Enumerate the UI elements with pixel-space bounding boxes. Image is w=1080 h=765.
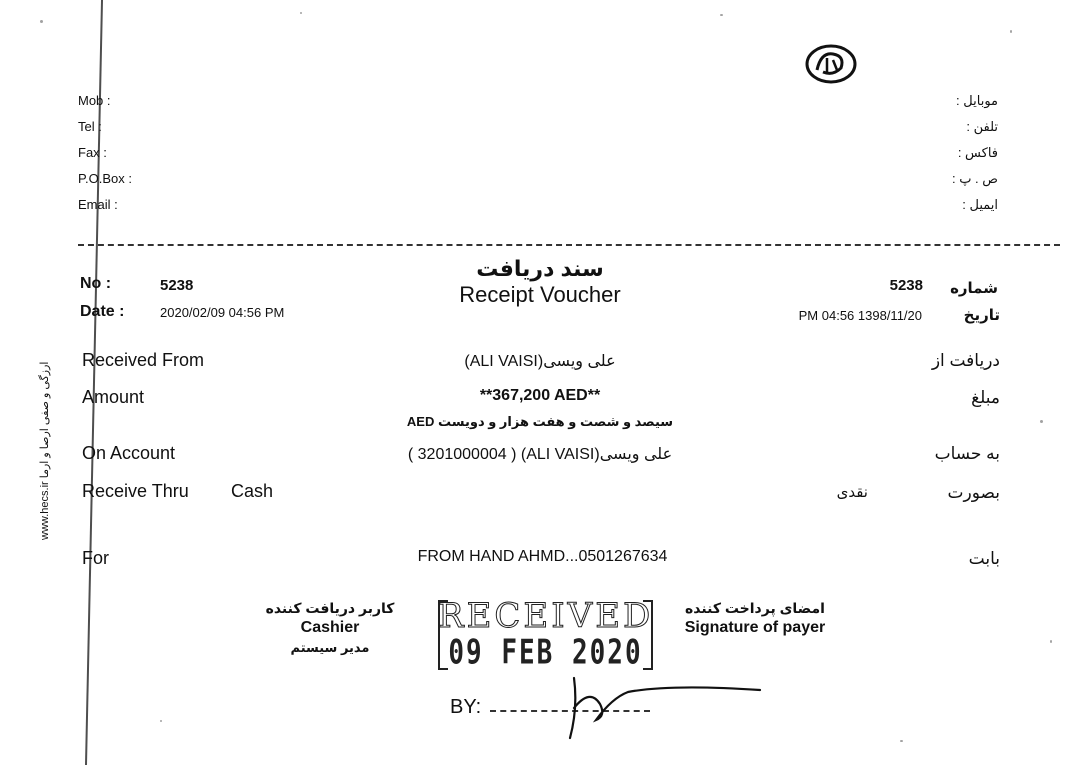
handwritten-signature bbox=[560, 668, 770, 748]
scan-speck bbox=[1010, 30, 1012, 33]
received-from-label-fa: دریافت از bbox=[931, 351, 1000, 370]
contact-pobox-label-fa: ص . پ : bbox=[951, 171, 998, 186]
for-value: FROM HAND AHMD...0501267634 bbox=[417, 548, 668, 565]
title-fa: سند دریافت bbox=[476, 256, 604, 281]
received-from-value: علی ویسی(ALI VAISI) bbox=[464, 353, 616, 370]
scan-speck bbox=[300, 12, 302, 14]
date-value-fa: PM 04:56 1398/11/20 bbox=[798, 308, 922, 323]
contact-tel-label-fa: تلفن : bbox=[966, 119, 998, 134]
contact-mob-label: Mob : bbox=[78, 93, 111, 108]
amount-label: Amount bbox=[82, 387, 145, 407]
on-account-value: علی ویسی(ALI VAISI) ( 3201000004 ) bbox=[407, 446, 673, 463]
payer-label-en: Signature of payer bbox=[684, 619, 826, 636]
cashier-label-fa: کاربر دریافت کننده bbox=[265, 600, 395, 616]
company-logo bbox=[803, 42, 859, 86]
scan-speck bbox=[900, 740, 903, 742]
cashier-signature-block bbox=[255, 598, 405, 658]
contact-pobox-label: P.O.Box : bbox=[78, 171, 132, 186]
for-label-fa: بابت bbox=[968, 549, 1000, 568]
stamp-date: 09 FEB 2020 bbox=[448, 633, 643, 673]
amount-label-fa: مبلغ bbox=[971, 388, 1000, 407]
payer-label-fa: امضای پرداخت کننده bbox=[685, 600, 825, 616]
side-print-text bbox=[38, 300, 62, 540]
contact-fax-label: Fax : bbox=[78, 145, 107, 160]
scan-speck bbox=[1040, 420, 1043, 423]
number-value: 5238 bbox=[160, 277, 194, 294]
receive-thru-value-fa: نقدی bbox=[836, 484, 868, 501]
scan-speck bbox=[160, 720, 162, 722]
number-label: No : bbox=[80, 275, 112, 292]
date-value: 2020/02/09 04:56 PM bbox=[160, 305, 285, 320]
amount-value: **367,200 AED** bbox=[479, 387, 601, 404]
receive-thru-label-fa: بصورت bbox=[947, 483, 1000, 502]
for-label: For bbox=[82, 548, 109, 568]
scan-speck bbox=[720, 14, 723, 16]
cashier-label-en: Cashier bbox=[300, 619, 360, 636]
contact-fax-label-fa: فاکس : bbox=[957, 145, 998, 160]
date-label-fa: تاریخ bbox=[963, 307, 1000, 324]
receive-thru-label: Receive Thru bbox=[82, 481, 189, 501]
contact-email-label: Email : bbox=[78, 197, 118, 212]
receive-thru-value: Cash bbox=[231, 481, 274, 501]
contact-tel-label: Tel : bbox=[78, 119, 102, 134]
number-label-fa: شماره bbox=[950, 280, 998, 297]
received-stamp bbox=[438, 596, 653, 674]
contact-block-en bbox=[78, 88, 132, 218]
payer-signature-block bbox=[675, 598, 835, 638]
on-account-label-fa: به حساب bbox=[934, 444, 1000, 463]
side-print-label: www.hecs.ir ارزگی و صفی ارصا و ارما bbox=[39, 361, 51, 540]
date-label: Date : bbox=[80, 303, 125, 320]
on-account-label: On Account bbox=[82, 443, 176, 463]
contact-block-fa bbox=[952, 88, 998, 218]
stamp-word: RECEIVED bbox=[438, 596, 654, 636]
amount-in-words: سیصد و شصت و هفت هزار و دویست AED bbox=[406, 414, 674, 429]
scan-speck bbox=[40, 20, 43, 23]
cashier-name: مدیر سیستم bbox=[290, 640, 370, 655]
contact-mob-label-fa: موبایل : bbox=[956, 93, 998, 108]
section-divider bbox=[78, 244, 1060, 246]
number-value-fa: 5238 bbox=[889, 277, 923, 294]
contact-email-label-fa: ایمیل : bbox=[962, 197, 998, 212]
scan-speck bbox=[1050, 640, 1052, 643]
stamp-by-label: BY: bbox=[450, 696, 482, 718]
received-from-label: Received From bbox=[82, 350, 205, 370]
title-en: Receipt Voucher bbox=[459, 282, 621, 307]
